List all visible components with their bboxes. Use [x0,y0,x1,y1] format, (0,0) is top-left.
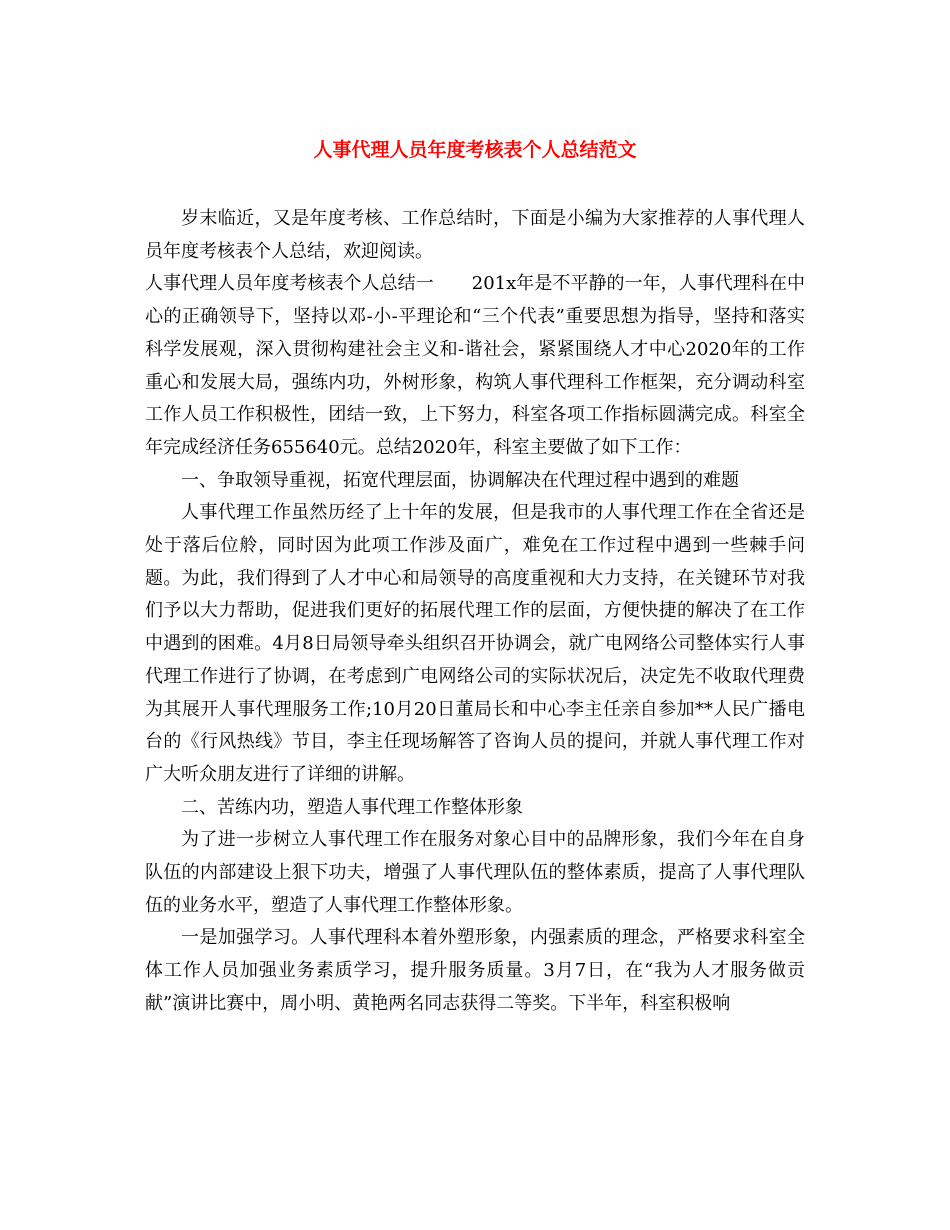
section-paragraph [145,268,805,464]
intro-paragraph: 岁末临近，又是年度考核、工作总结时，下面是小编为大家推荐的人事代理人员年度考核表个人总结，欢迎阅读。 [145,208,805,262]
body-paragraph-2: 为了进一步树立人事代理工作在服务对象心目中的品牌形象，我们今年在自身队伍的内部建设上狠下功夫，增强了人事代理队伍的整体素质，提高了人事代理队伍的业务水平，塑造了人事代理工作整体形象。 [145,829,805,916]
document-title: 人事代理人员年度考核表个人总结范文 [313,139,637,161]
document-body [145,203,805,1021]
body-paragraph-3: 一是加强学习。人事代理科本着外塑形象，内强素质的理念，严格要求科室全体工作人员加强业务素质学习，提升服务质量。3月7日，在“我为人才服务做贡献”演讲比赛中，周小明、黄艳两名同志获得二等奖。下半年，科室积极响 [145,927,805,1014]
section-heading: 人事代理人员年度考核表个人总结一 [145,273,434,295]
heading-one: 一、争取领导重视，拓宽代理层面，协调解决在代理过程中遇到的难题 [181,469,739,491]
section-lead-text: 201x年是不平静的一年，人事代理科在中心的正确领导下，坚持以邓-小-平理论和“三个代表”重要思想为指导，坚持和落实科学发展观，深入贯彻构建社会主义和-谐社会，紧紧围绕人才中心2020年的工作重心和发展大局，强练内功，外树形象，构筑人事代理科工作框架，充分调动科室工作人员工作积极性，团结一致，上下努力，科室各项工作指标圆满完成。科室全年完成经济任务655640元。总结2020年，科室主要做了如下工作： [145,273,805,458]
heading-two: 二、苦练内功，塑造人事代理工作整体形象 [181,796,523,818]
body-paragraph-1: 人事代理工作虽然历经了上十年的发展，但是我市的人事代理工作在全省还是处于落后位舲，同时因为此项工作涉及面广，难免在工作过程中遇到一些棘手问题。为此，我们得到了人才中心和局领导的高度重视和大力支持，在关键环节对我们予以大力帮助，促进我们更好的拓展代理工作的层面，方便快捷的解决了在工作中遇到的困难。4月8日局领导牵头组织召开协调会，就广电网络公司整体实行人事代理工作进行了协调，在考虑到广电网络公司的实际状况后，决定先不收取代理费为其展开人事代理服务工作;10月20日董局长和中心李主任亲自参加**人民广播电台的《行风热线》节目，李主任现场解答了咨询人员的提问，并就人事代理工作对广大听众朋友进行了详细的讲解。 [145,502,805,785]
